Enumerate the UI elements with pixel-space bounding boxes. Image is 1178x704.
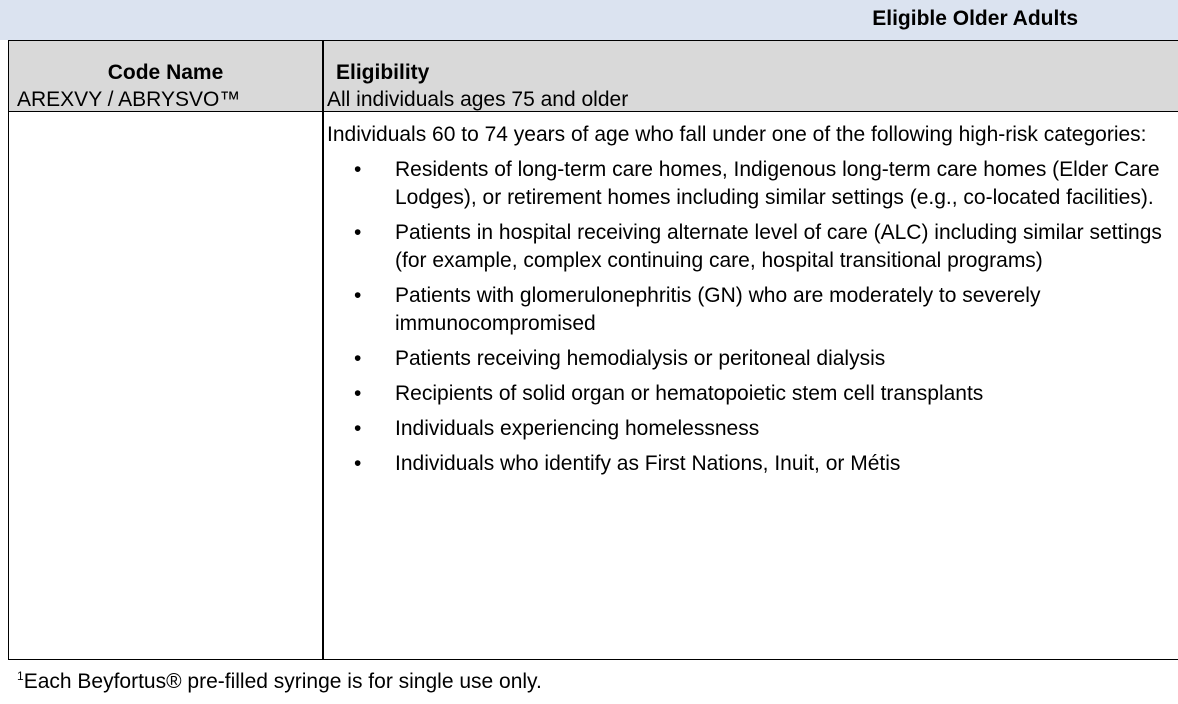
list-item [327, 282, 1170, 338]
high-risk-list [327, 156, 1170, 478]
footnote-text: Each Beyfortus® pre-filled syringe is for single use only. [23, 670, 542, 693]
column-divider [322, 41, 324, 660]
section-title: Eligible Older Adults [872, 7, 1078, 30]
eligibility-cell [327, 86, 1170, 485]
bullet-icon: • [354, 382, 362, 405]
list-item-text: Individuals who identify as First Nations, Inuit, or Métis [395, 452, 901, 475]
bullet-icon: • [354, 417, 362, 440]
list-item-text: Recipients of solid organ or hematopoietic stem cell transplants [395, 382, 984, 405]
code-name-cell: AREXVY / ABRYSVO™ [17, 88, 241, 111]
list-item [327, 219, 1170, 275]
list-item [327, 345, 1170, 373]
list-item-text: Patients receiving hemodialysis or peritoneal dialysis [395, 347, 886, 370]
list-item-text: Residents of long-term care homes, Indigenous long-term care homes (Elder Care Lodges), or retirement homes including similar settings (e.g., co-located facilities). [395, 158, 1160, 209]
bullet-icon: • [354, 221, 362, 244]
list-item [327, 415, 1170, 443]
bullet-icon: • [354, 158, 362, 181]
section-banner [0, 0, 1178, 40]
eligibility-age-60-74: Individuals 60 to 74 years of age who fall under one of the following high-risk categories: [327, 123, 1147, 146]
footnote [17, 668, 542, 696]
bullet-icon: • [354, 347, 362, 370]
column-header-code-name: Code Name [107, 61, 224, 84]
list-item [327, 450, 1170, 478]
eligibility-age-75: All individuals ages 75 and older [327, 88, 629, 111]
list-item-text: Patients in hospital receiving alternate level of care (ALC) including similar settings (for example, complex continuing care, hospital transitional programs) [395, 221, 1162, 272]
list-item [327, 156, 1170, 212]
bullet-icon: • [354, 284, 362, 307]
bullet-icon: • [354, 452, 362, 475]
footnote-marker: 1 [17, 669, 24, 683]
column-header-eligibility: Eligibility [336, 61, 430, 84]
list-item-text: Individuals experiencing homelessness [395, 417, 760, 440]
list-item-text: Patients with glomerulonephritis (GN) who are moderately to severely immunocompromised [395, 284, 1041, 335]
list-item [327, 380, 1170, 408]
